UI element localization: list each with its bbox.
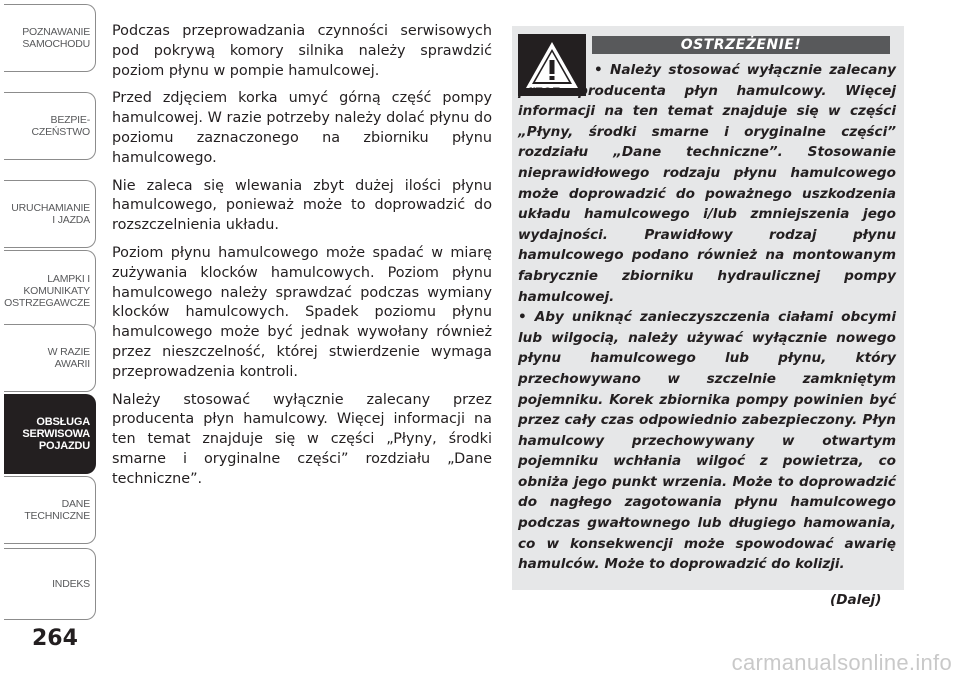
tab-label: DANE TECHNICZNE [24,498,90,522]
tab-dane-techniczne[interactable] [4,476,96,544]
warning-bullet: • Należy stosować wyłącznie zalecany przez producenta płyn hamulcowy. Więcej informacji na ten temat znajduje się w części „Płyny, środki smarne i oryginalne części” rozdziału „Dane techniczne”. Stosowanie nieprawidłowego rodzaju płynu hamulcowego może doprowadzić do poważnego uszkodzenia układu hamulcowego i/lub zmniejszenia jego wydajności. Prawidłowy rodzaj płynu hamulcowego podano również na montowanym fabrycznie zbiorniku hydraulicznej pompy hamulcowej. [518,62,896,305]
tab-label: POZNAWANIE SAMOCHODU [22,26,90,50]
tab-label: LAMPKI I KOMUNIKATY OSTRZEGAWCZE [4,273,90,309]
tab-label: BEZPIE- CZEŃSTWO [31,114,90,138]
paragraph: Podczas przeprowadzania czynności serwisowych pod pokrywą komory silnika należy sprawdzić poziom płynu w pompie hamulcowej. [112,23,492,79]
tab-poznawanie-samochodu[interactable] [4,4,96,72]
tab-indeks[interactable] [4,548,96,620]
warning-text [518,60,896,575]
warning-bullet: • Aby uniknąć zanieczyszczenia ciałami obcymi lub wilgocią, należy używać wyłącznie nowego płynu hamulcowego lub płynu, który przechowywano w szczelnie zamkniętym pojemniku. Korek zbiornika pompy powinien być przez cały czas odpowiednio zabezpieczony. Płyn hamulcowy przechowywany w otwartym pojemniku wchłania wilgoć z powietrza, co obniża jego punkt wrzenia. Może to doprowadzić do nagłego zagotowania płynu hamulcowego podczas gwałtownego lub długiego hamowania, co w konsekwencji może spowodować awarię hamulców. Może to doprowadzić do kolizji. [518,309,896,573]
tab-lampki-i-komunikaty[interactable] [4,250,96,332]
tab-w-razie-awarii[interactable] [4,324,96,392]
continued-label: (Dalej) [830,592,882,608]
tab-bezpieczenstwo[interactable] [4,92,96,160]
paragraph: Nie zaleca się wlewania zbyt dużej ilości płynu hamulcowego, ponieważ może to doprowadzić do rozszczelnienia układu. [112,177,492,234]
page-number: 264 [32,626,78,651]
tab-label: OBSŁUGA SERWISOWA POJAZDU [22,416,90,452]
tab-label: W RAZIE AWARII [47,346,90,370]
paragraph: Należy stosować wyłącznie zalecany przez producenta płyn hamulcowy. Więcej informacji na ten temat znajduje się w części „Płyny, środki smarne i oryginalne części” rozdziału „Dane techniczne”. [112,391,492,487]
body-text-column [112,22,492,498]
warning-heading: OSTRZEŻENIE! [592,36,890,54]
paragraph: Poziom płynu hamulcowego może spadać w miarę zużywania klocków hamulcowych. Poziom płynu hamulcowego należy sprawdzać podczas wymiany klocków hamulcowych. Spadek poziomu płynu hamulcowego może być jednak wywołany również przez nieszczelność, której stwierdzenie wymaga przeprowadzenia kontroli. [112,244,492,380]
tab-label: URUCHAMIANIE I JAZDA [11,202,90,226]
watermark: carmanualsonline.info [731,650,952,675]
tab-label: INDEKS [52,578,90,590]
tab-obsluga-serwisowa[interactable] [4,394,96,474]
tab-uruchamianie-i-jazda[interactable] [4,180,96,248]
paragraph: Przed zdjęciem korka umyć górną część pompy hamulcowej. W razie potrzeby należy dolać płynu do poziomu zaznaczonego na zbiorniku płynu hamulcowego. [112,90,492,166]
